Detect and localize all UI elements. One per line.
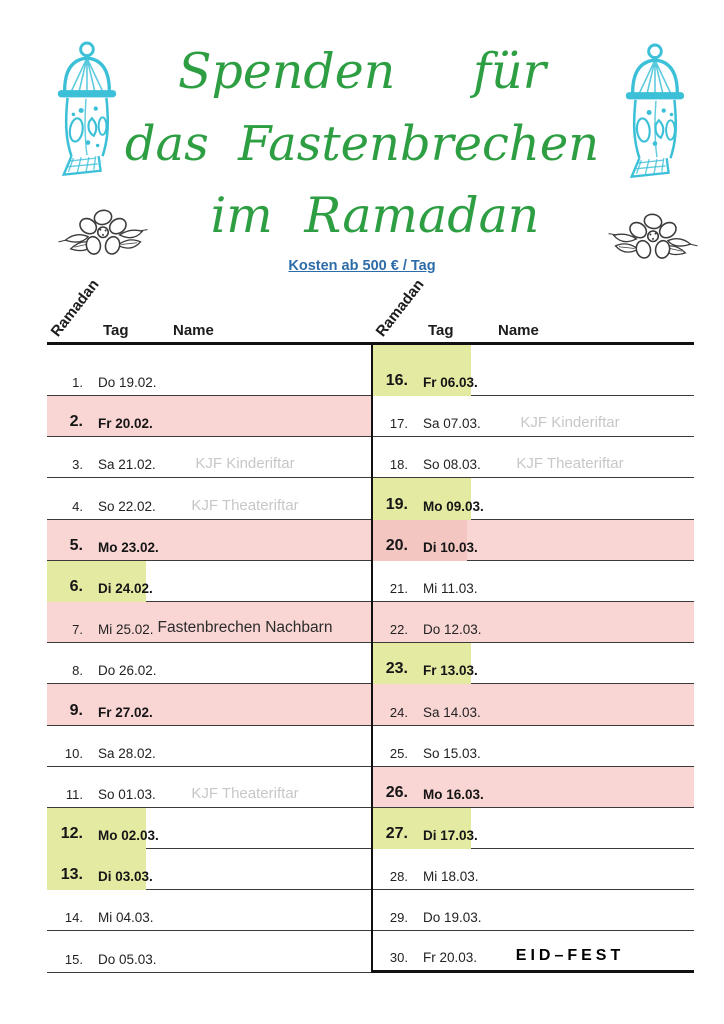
row-date: Fr 20.02. [98, 416, 153, 432]
table-row [47, 684, 372, 725]
table-row [47, 437, 372, 478]
row-number: 7. [72, 622, 83, 638]
column-header-tag: Tag [103, 322, 129, 339]
row-number: 1. [72, 375, 83, 390]
table-row [372, 602, 694, 643]
row-date: Di 24.02. [98, 580, 153, 596]
table-row [372, 643, 694, 684]
row-date: Di 10.03. [423, 539, 478, 555]
table-header [47, 278, 372, 345]
row-number: 20. [385, 536, 408, 554]
column-header-name: Name [173, 322, 214, 339]
row-number: 9. [69, 701, 83, 719]
table-row [372, 561, 694, 602]
table-row [47, 931, 372, 972]
title-line-2: das Fastenbrechen [124, 116, 600, 172]
row-date: Mo 09.03. [423, 498, 484, 514]
row-date: Sa 07.03. [423, 416, 481, 432]
row-date: Fr 13.03. [423, 663, 478, 679]
column-header-name: Name [498, 322, 539, 339]
row-date: Fr 20.03. [423, 949, 478, 965]
table-row [372, 396, 694, 437]
table-row [47, 849, 372, 890]
table-row [47, 602, 372, 643]
row-number: 27. [385, 825, 408, 843]
table-row [372, 345, 694, 396]
table-row [372, 684, 694, 725]
row-number: 19. [385, 495, 408, 513]
table-header [372, 278, 694, 345]
page-title [0, 36, 724, 252]
row-date: Do 05.03. [98, 951, 157, 967]
table-row [372, 808, 694, 849]
row-date: Sa 21.02. [98, 457, 156, 473]
table-row [47, 767, 372, 808]
table-row [372, 849, 694, 890]
table-row [372, 726, 694, 767]
row-number: 17. [389, 416, 408, 432]
ramadan-corner-label: Ramadan [372, 276, 428, 340]
row-date: Do 19.03. [423, 910, 482, 926]
row-date: Mi 25.02. [98, 622, 154, 638]
row-number: 13. [60, 866, 83, 884]
table-row [372, 478, 694, 519]
row-number: 6. [69, 577, 83, 595]
row-number: 16. [385, 372, 408, 389]
table-row [47, 808, 372, 849]
table-row [372, 767, 694, 808]
row-date: Di 03.03. [98, 869, 153, 885]
row-number: 3. [72, 457, 83, 473]
row-number: 11. [65, 786, 83, 802]
row-date: So 15.03. [423, 745, 481, 761]
table-row [372, 931, 694, 972]
row-name: KJF Theateriftar [516, 455, 624, 473]
table-row [372, 437, 694, 478]
table-row [47, 396, 372, 437]
row-name: EID–FEST [515, 946, 625, 964]
row-number: 4. [72, 498, 83, 514]
row-name: KJF Theateriftar [191, 496, 299, 514]
row-number: 23. [385, 660, 408, 678]
table-row [47, 520, 372, 561]
title-line-1: Spenden für [177, 43, 547, 100]
row-date: So 08.03. [423, 457, 481, 473]
row-date: Sa 14.03. [423, 704, 481, 720]
row-date: Mo 23.02. [98, 539, 159, 555]
row-number: 12. [60, 825, 83, 843]
row-number: 8. [72, 663, 83, 679]
row-number: 5. [69, 536, 83, 554]
row-date: Mi 18.03. [423, 869, 479, 885]
row-date: Fr 27.02. [98, 704, 153, 720]
table-row [47, 561, 372, 602]
row-number: 2. [69, 413, 83, 431]
row-date: Mi 04.03. [98, 910, 154, 926]
title-line-3: im Ramadan [210, 187, 540, 244]
table-row [47, 478, 372, 519]
row-number: 21. [389, 580, 408, 596]
ramadan-corner-label: Ramadan [47, 276, 103, 340]
table-row [47, 345, 372, 396]
row-number: 22. [389, 622, 408, 638]
row-number: 15. [64, 951, 83, 967]
row-name: KJF Kinderiftar [195, 455, 295, 473]
table-rows-left [47, 345, 372, 973]
table-rows-right [372, 345, 694, 973]
row-date: So 22.02. [98, 498, 156, 514]
calendar-table-right [372, 278, 694, 973]
row-date: Do 26.02. [98, 663, 157, 679]
row-name: Fastenbrechen Nachbarn [157, 619, 333, 637]
row-number: 28. [389, 869, 408, 885]
row-date: Do 12.03. [423, 622, 482, 638]
row-date: So 01.03. [98, 786, 156, 802]
cost-link[interactable]: Kosten ab 500 € / Tag [288, 258, 436, 274]
calendar-table-left [47, 278, 372, 973]
row-date: Mo 02.03. [98, 828, 159, 844]
row-number: 25. [389, 745, 408, 761]
row-name: KJF Theateriftar [191, 784, 299, 802]
row-date: Sa 28.02. [98, 745, 156, 761]
row-date: Mo 16.03. [423, 786, 484, 802]
row-number: 10. [64, 745, 83, 761]
row-date: Di 17.03. [423, 828, 478, 844]
row-name: KJF Kinderiftar [520, 414, 620, 432]
row-number: 18. [389, 457, 408, 473]
row-number: 24. [389, 704, 408, 720]
row-date: Mi 11.03. [423, 580, 478, 596]
table-row [47, 726, 372, 767]
row-number: 29. [389, 910, 408, 926]
column-header-tag: Tag [428, 322, 454, 339]
row-date: Do 19.02. [98, 375, 157, 390]
table-row [372, 890, 694, 931]
table-row [47, 890, 372, 931]
row-number: 14. [64, 910, 83, 926]
row-number: 26. [385, 783, 408, 801]
table-row [47, 643, 372, 684]
row-number: 30. [389, 949, 408, 965]
table-row [372, 520, 694, 561]
row-date: Fr 06.03. [423, 375, 478, 390]
